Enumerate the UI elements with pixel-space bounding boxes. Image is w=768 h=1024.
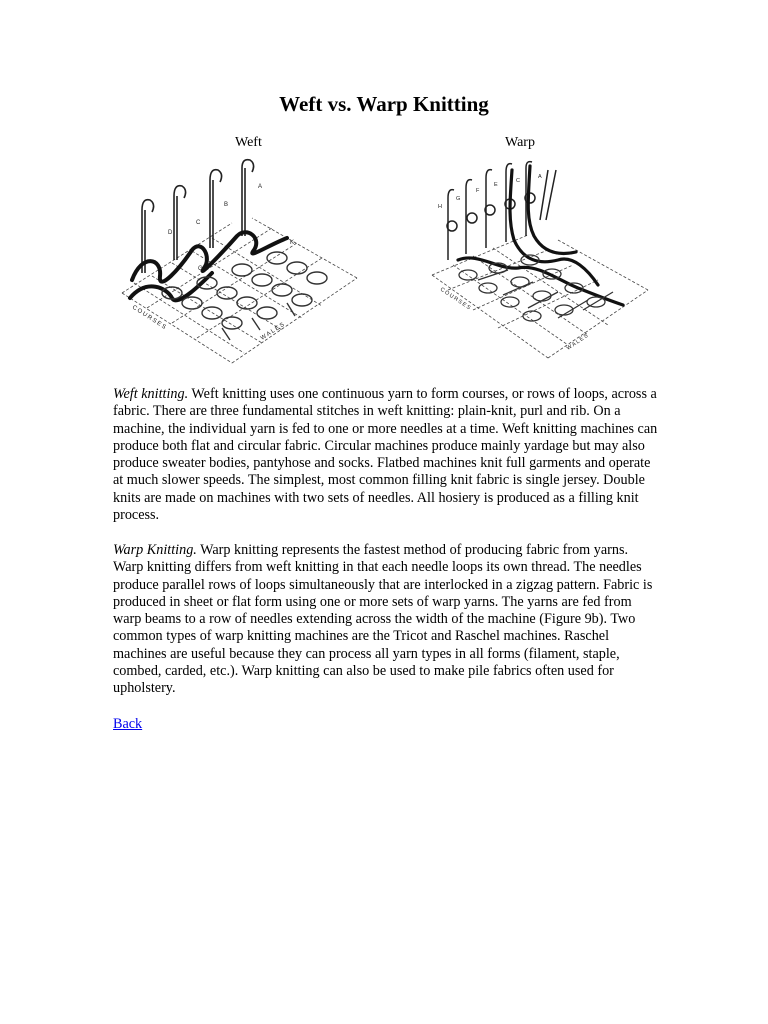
warp-knitting-illustration	[418, 160, 662, 368]
warp-letter-g: G	[456, 196, 461, 202]
warp-axis-wales: WALES	[565, 332, 591, 352]
weft-letter-k: K	[290, 240, 295, 246]
warp-knitting-lead: Warp Knitting.	[113, 542, 197, 558]
warp-letter-h: H	[438, 204, 442, 210]
warp-letter-a: A	[538, 174, 542, 180]
weft-letter-c: C	[196, 220, 201, 226]
weft-knitting-illustration	[112, 158, 370, 366]
warp-knitting-paragraph	[113, 542, 658, 698]
warp-letter-e: E	[494, 182, 498, 188]
weft-knitting-body: Weft knitting uses one continuous yarn to form courses, or rows of loops, across a fabric. There are three fundamental stitches in weft knitting: plain-knit, purl and rib. On a machine, the individual yarn is fed to one or more needles at a time. Weft knitting machines can produce both flat and circular fabric. Circular machines produce mainly yardage but may also produce sweater bodies, pantyhose and socks. Flatbed machines knit full garments and operate at much slower speeds. The simplest, most common filling knit fabric is single jersey. Double knits are made on machines with two sets of needles. All hosiery is produced as a filling knit process.	[113, 386, 658, 524]
warp-letter-c: C	[516, 178, 520, 184]
weft-knitting-paragraph	[113, 386, 658, 524]
warp-figure-label: Warp	[505, 135, 535, 150]
page-title: Weft vs. Warp Knitting	[279, 92, 489, 116]
weft-axis-courses: COURSES	[130, 304, 168, 332]
warp-axis-courses: COURSES	[438, 286, 473, 312]
weft-letter-g: G	[198, 266, 203, 272]
warp-knitting-body: Warp knitting represents the fastest method of producing fabric from yarns. Warp knitting differs from weft knitting in that each needle loops its own thread. The needles produce parallel rows of loops simultaneously that are interlocked in a zigzag pattern. Fabric is produced in sheet or flat form using one or more sets of warp yarns. The yarns are fed from warp beams to a row of needles extending across the width of the machine (Figure 9b). Two common types of warp knitting machines are the Tricot and Raschel machines. Raschel machines are useful because they can process all yarn types in all forms (filament, staple, combed, carded, etc.). Warp knitting can also be used to make pile fabrics often used for upholstery.	[113, 542, 653, 697]
weft-axis-wales: WALES	[259, 321, 287, 342]
weft-letter-d: D	[168, 230, 173, 236]
weft-letter-b: B	[224, 202, 229, 208]
warp-letter-f: F	[476, 188, 480, 194]
weft-knitting-lead: Weft knitting.	[113, 386, 189, 402]
weft-letter-a: A	[258, 184, 263, 190]
back-link[interactable]: Back	[113, 716, 143, 732]
weft-figure-label: Weft	[235, 135, 262, 150]
